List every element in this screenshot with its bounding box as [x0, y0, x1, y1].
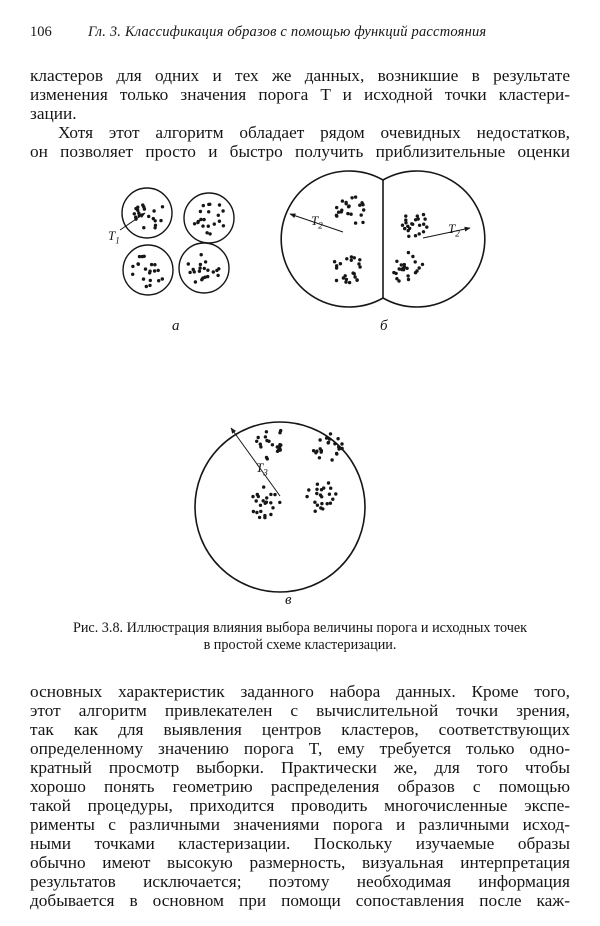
pattern-point: [422, 230, 425, 233]
subfigure-label-c: в: [285, 592, 292, 608]
pattern-point: [354, 195, 357, 198]
pattern-point: [269, 513, 272, 516]
pattern-point: [418, 224, 421, 227]
pattern-point: [202, 218, 205, 221]
pattern-point: [422, 223, 425, 226]
text-line: определенному значению порога T, ему требуется только одно-: [30, 739, 570, 758]
pattern-point: [318, 456, 321, 459]
pattern-point: [405, 267, 408, 270]
pattern-point: [318, 438, 321, 441]
pattern-point: [326, 502, 329, 505]
pattern-point: [258, 516, 261, 519]
pattern-point: [255, 499, 258, 502]
pattern-point: [138, 214, 141, 217]
pattern-point: [414, 234, 417, 237]
text-line: основных характеристик заданного набора данных. Кроме того,: [30, 682, 570, 701]
pattern-point: [203, 267, 206, 270]
pattern-point: [347, 204, 350, 207]
pattern-point: [339, 262, 342, 265]
text-line: обычно имеют высокую размерность, визуальная интерпретация: [30, 853, 570, 872]
pattern-point: [320, 495, 323, 498]
pattern-point: [314, 451, 317, 454]
pattern-point: [187, 262, 190, 265]
pattern-point: [403, 263, 406, 266]
pattern-point: [333, 260, 336, 263]
pattern-point: [394, 272, 397, 275]
pattern-point: [353, 256, 356, 259]
pattern-point: [161, 277, 164, 280]
pattern-point: [188, 271, 191, 274]
t2-label-left: $T_2$: [311, 213, 323, 231]
pattern-point: [207, 210, 210, 213]
pattern-point: [265, 501, 268, 504]
pattern-point: [400, 263, 403, 266]
text-line: кластеров для одних и тех же данных, возникшие в результате: [30, 66, 570, 85]
pattern-point: [144, 267, 147, 270]
pattern-point: [161, 205, 164, 208]
text-line: ными точками кластеризации. Поскольку изучаемые образы: [30, 834, 570, 853]
pattern-point: [360, 201, 363, 204]
pattern-point: [205, 231, 208, 234]
subfigure-label-a: а: [172, 318, 180, 334]
pattern-point: [200, 253, 203, 256]
pattern-point: [213, 222, 216, 225]
pattern-point: [199, 263, 202, 266]
pattern-point: [259, 504, 262, 507]
pattern-point: [265, 430, 268, 433]
pattern-point: [425, 225, 428, 228]
pattern-point: [336, 437, 339, 440]
pattern-point: [337, 447, 340, 450]
pattern-point: [406, 274, 409, 277]
pattern-point: [307, 488, 310, 491]
pattern-point: [269, 493, 272, 496]
pattern-point: [271, 506, 274, 509]
pattern-point: [418, 232, 421, 235]
pattern-point: [327, 441, 330, 444]
t1-label: $T_1$: [108, 228, 120, 246]
pattern-point: [273, 493, 276, 496]
pattern-point: [262, 485, 265, 488]
pattern-point: [315, 488, 318, 491]
pattern-point: [142, 277, 145, 280]
pattern-point: [259, 445, 262, 448]
pattern-point: [340, 442, 343, 445]
pattern-point: [222, 224, 225, 227]
pattern-point: [204, 260, 207, 263]
panel-b-drawing: [281, 171, 485, 307]
t3-label: $T_3$: [256, 460, 268, 478]
pattern-point: [407, 235, 410, 238]
pattern-point: [316, 483, 319, 486]
pattern-point: [215, 269, 218, 272]
pattern-point: [152, 209, 155, 212]
pattern-point: [353, 275, 356, 278]
pattern-point: [218, 203, 221, 206]
pattern-point: [327, 481, 330, 484]
pattern-point: [131, 273, 134, 276]
pattern-point: [340, 210, 343, 213]
pattern-point: [313, 501, 316, 504]
pattern-point: [217, 214, 220, 217]
pattern-point: [404, 218, 407, 221]
pattern-point: [193, 270, 196, 273]
pattern-point: [265, 456, 268, 459]
pattern-point: [263, 514, 266, 517]
pattern-point: [329, 502, 332, 505]
pattern-point: [395, 260, 398, 263]
cluster-circle-a1: [122, 188, 172, 238]
cluster-circle-b2: [383, 171, 485, 307]
pattern-point: [154, 219, 157, 222]
pattern-point: [150, 263, 153, 266]
pattern-point: [344, 280, 347, 283]
text-line: зации.: [30, 104, 77, 123]
pattern-point: [404, 214, 407, 217]
pattern-point: [342, 276, 345, 279]
text-line: изменения только значения порога T и исходной точки кластери-: [30, 85, 570, 104]
pattern-point: [265, 439, 268, 442]
pattern-point: [252, 510, 255, 513]
pattern-point: [207, 225, 210, 228]
text-line: рименты с различными значениями порога и различными исход-: [30, 815, 570, 834]
pattern-point: [153, 269, 156, 272]
pattern-point: [397, 279, 400, 282]
pattern-point: [138, 255, 141, 258]
pattern-point: [403, 227, 406, 230]
pattern-point: [193, 222, 196, 225]
pattern-point: [202, 204, 205, 207]
pattern-point: [212, 270, 215, 273]
pattern-point: [159, 219, 162, 222]
pattern-point: [351, 271, 354, 274]
pattern-point: [206, 275, 209, 278]
pattern-point: [257, 436, 260, 439]
pattern-point: [345, 202, 348, 205]
pattern-point: [255, 511, 258, 514]
t2-label-right: $T_2$: [448, 221, 460, 239]
pattern-point: [401, 267, 404, 270]
pattern-point: [255, 440, 258, 443]
pattern-point: [197, 220, 200, 223]
pattern-point: [148, 270, 151, 273]
pattern-point: [153, 263, 156, 266]
pattern-point: [355, 278, 358, 281]
pattern-point: [414, 271, 417, 274]
pattern-point: [136, 209, 139, 212]
pattern-point: [398, 267, 401, 270]
pattern-point: [251, 495, 254, 498]
pattern-point: [407, 251, 410, 254]
cluster-circle-a2: [184, 193, 234, 243]
pattern-dots: [131, 195, 428, 519]
text-line: он позволяет просто и быстро получить приблизительные оценки: [30, 142, 570, 161]
pattern-point: [421, 263, 424, 266]
pattern-point: [357, 262, 360, 265]
pattern-point: [279, 448, 282, 451]
pattern-point: [145, 285, 148, 288]
pattern-point: [329, 487, 332, 490]
pattern-point: [136, 262, 139, 265]
text-line: хорошо понять геометрию распределения образов с помощью: [30, 777, 570, 796]
pattern-point: [320, 488, 323, 491]
figure-caption: [30, 620, 570, 654]
pattern-point: [354, 221, 357, 224]
pattern-point: [335, 279, 338, 282]
pattern-point: [198, 266, 201, 269]
pattern-point: [348, 281, 351, 284]
pattern-point: [314, 510, 317, 513]
pattern-point: [133, 212, 136, 215]
pattern-point: [319, 506, 322, 509]
pattern-point: [401, 224, 404, 227]
pattern-point: [335, 206, 338, 209]
pattern-point: [410, 222, 413, 225]
pattern-point: [414, 260, 417, 263]
pattern-point: [208, 232, 211, 235]
t2-arrow-right: [423, 228, 470, 238]
pattern-point: [329, 432, 332, 435]
pattern-point: [315, 492, 318, 495]
pattern-point: [194, 280, 197, 283]
pattern-point: [320, 502, 323, 505]
pattern-point: [149, 279, 152, 282]
pattern-point: [350, 259, 353, 262]
pattern-point: [408, 227, 411, 230]
pattern-point: [358, 265, 361, 268]
pattern-point: [335, 452, 338, 455]
pattern-point: [416, 214, 419, 217]
pattern-point: [198, 270, 201, 273]
pattern-point: [335, 266, 338, 269]
pattern-point: [206, 269, 209, 272]
pattern-point: [325, 436, 328, 439]
pattern-point: [265, 496, 268, 499]
pattern-point: [154, 224, 157, 227]
pattern-point: [262, 499, 265, 502]
pattern-point: [407, 278, 410, 281]
pattern-point: [276, 445, 279, 448]
running-title: Гл. 3. Классификация образов с помощью функций расстояния: [88, 24, 487, 40]
pattern-point: [271, 443, 274, 446]
pattern-point: [278, 501, 281, 504]
pattern-point: [142, 226, 145, 229]
caption-line-1: Рис. 3.8. Иллюстрация влияния выбора величины порога и исходных точек: [72, 620, 528, 636]
pattern-point: [218, 220, 221, 223]
pattern-point: [305, 495, 308, 498]
text-line: этот алгоритм привлекателен с вычислительной точки зрения,: [30, 701, 570, 720]
pattern-point: [320, 450, 323, 453]
pattern-point: [334, 492, 337, 495]
pattern-point: [328, 437, 331, 440]
pattern-point: [358, 258, 361, 261]
pattern-point: [141, 203, 144, 206]
pattern-point: [331, 498, 334, 501]
pattern-point: [207, 203, 210, 206]
pattern-point: [148, 284, 151, 287]
pattern-point: [134, 217, 137, 220]
pattern-point: [361, 221, 364, 224]
pattern-point: [131, 265, 134, 268]
pattern-point: [340, 447, 343, 450]
pattern-point: [422, 213, 425, 216]
text-line: добывается в основном при помощи сопоставления после каж-: [30, 891, 570, 910]
body-text-bottom: [30, 682, 570, 910]
text-line: такой процедуры, приходится проводить многочисленные экспе-: [30, 796, 570, 815]
pattern-point: [157, 279, 160, 282]
text-line: так как для выявления центров кластеров, соответствующих: [30, 720, 570, 739]
pattern-point: [278, 431, 281, 434]
pattern-point: [201, 276, 204, 279]
pattern-point: [264, 435, 267, 438]
pattern-point: [341, 199, 344, 202]
pattern-point: [216, 274, 219, 277]
pattern-point: [349, 213, 352, 216]
pattern-point: [411, 255, 414, 258]
pattern-point: [418, 266, 421, 269]
pattern-point: [199, 210, 202, 213]
text-line: кратный просмотр выборки. Практически же, для того чтобы: [30, 758, 570, 777]
pattern-point: [345, 257, 348, 260]
pattern-point: [333, 442, 336, 445]
caption-line-2: в простой схеме кластеризации.: [203, 637, 397, 653]
subfigure-label-b: б: [380, 318, 388, 334]
pattern-point: [414, 218, 417, 221]
pattern-point: [157, 269, 160, 272]
text-line: результатов исключается; поэтому необходимая информация: [30, 872, 570, 891]
pattern-point: [269, 501, 272, 504]
pattern-point: [259, 510, 262, 513]
pattern-point: [423, 217, 426, 220]
pattern-point: [147, 215, 150, 218]
cluster-circle-b1: [281, 171, 383, 307]
pattern-point: [335, 214, 338, 217]
pattern-point: [360, 213, 363, 216]
text-line: Хотя этот алгоритм обладает рядом очевидных недостатков,: [58, 123, 570, 142]
pattern-point: [221, 209, 224, 212]
panel-a-drawing: [120, 188, 234, 295]
cluster-circle-a3: [123, 245, 173, 295]
pattern-point: [201, 224, 204, 227]
page-number: 106: [30, 24, 52, 40]
pattern-point: [346, 212, 349, 215]
pattern-point: [350, 196, 353, 199]
pattern-point: [143, 255, 146, 258]
pattern-point: [316, 504, 319, 507]
pattern-point: [330, 458, 333, 461]
pattern-point: [350, 255, 353, 258]
pattern-point: [256, 493, 259, 496]
pattern-point: [362, 208, 365, 211]
pattern-point: [328, 493, 331, 496]
